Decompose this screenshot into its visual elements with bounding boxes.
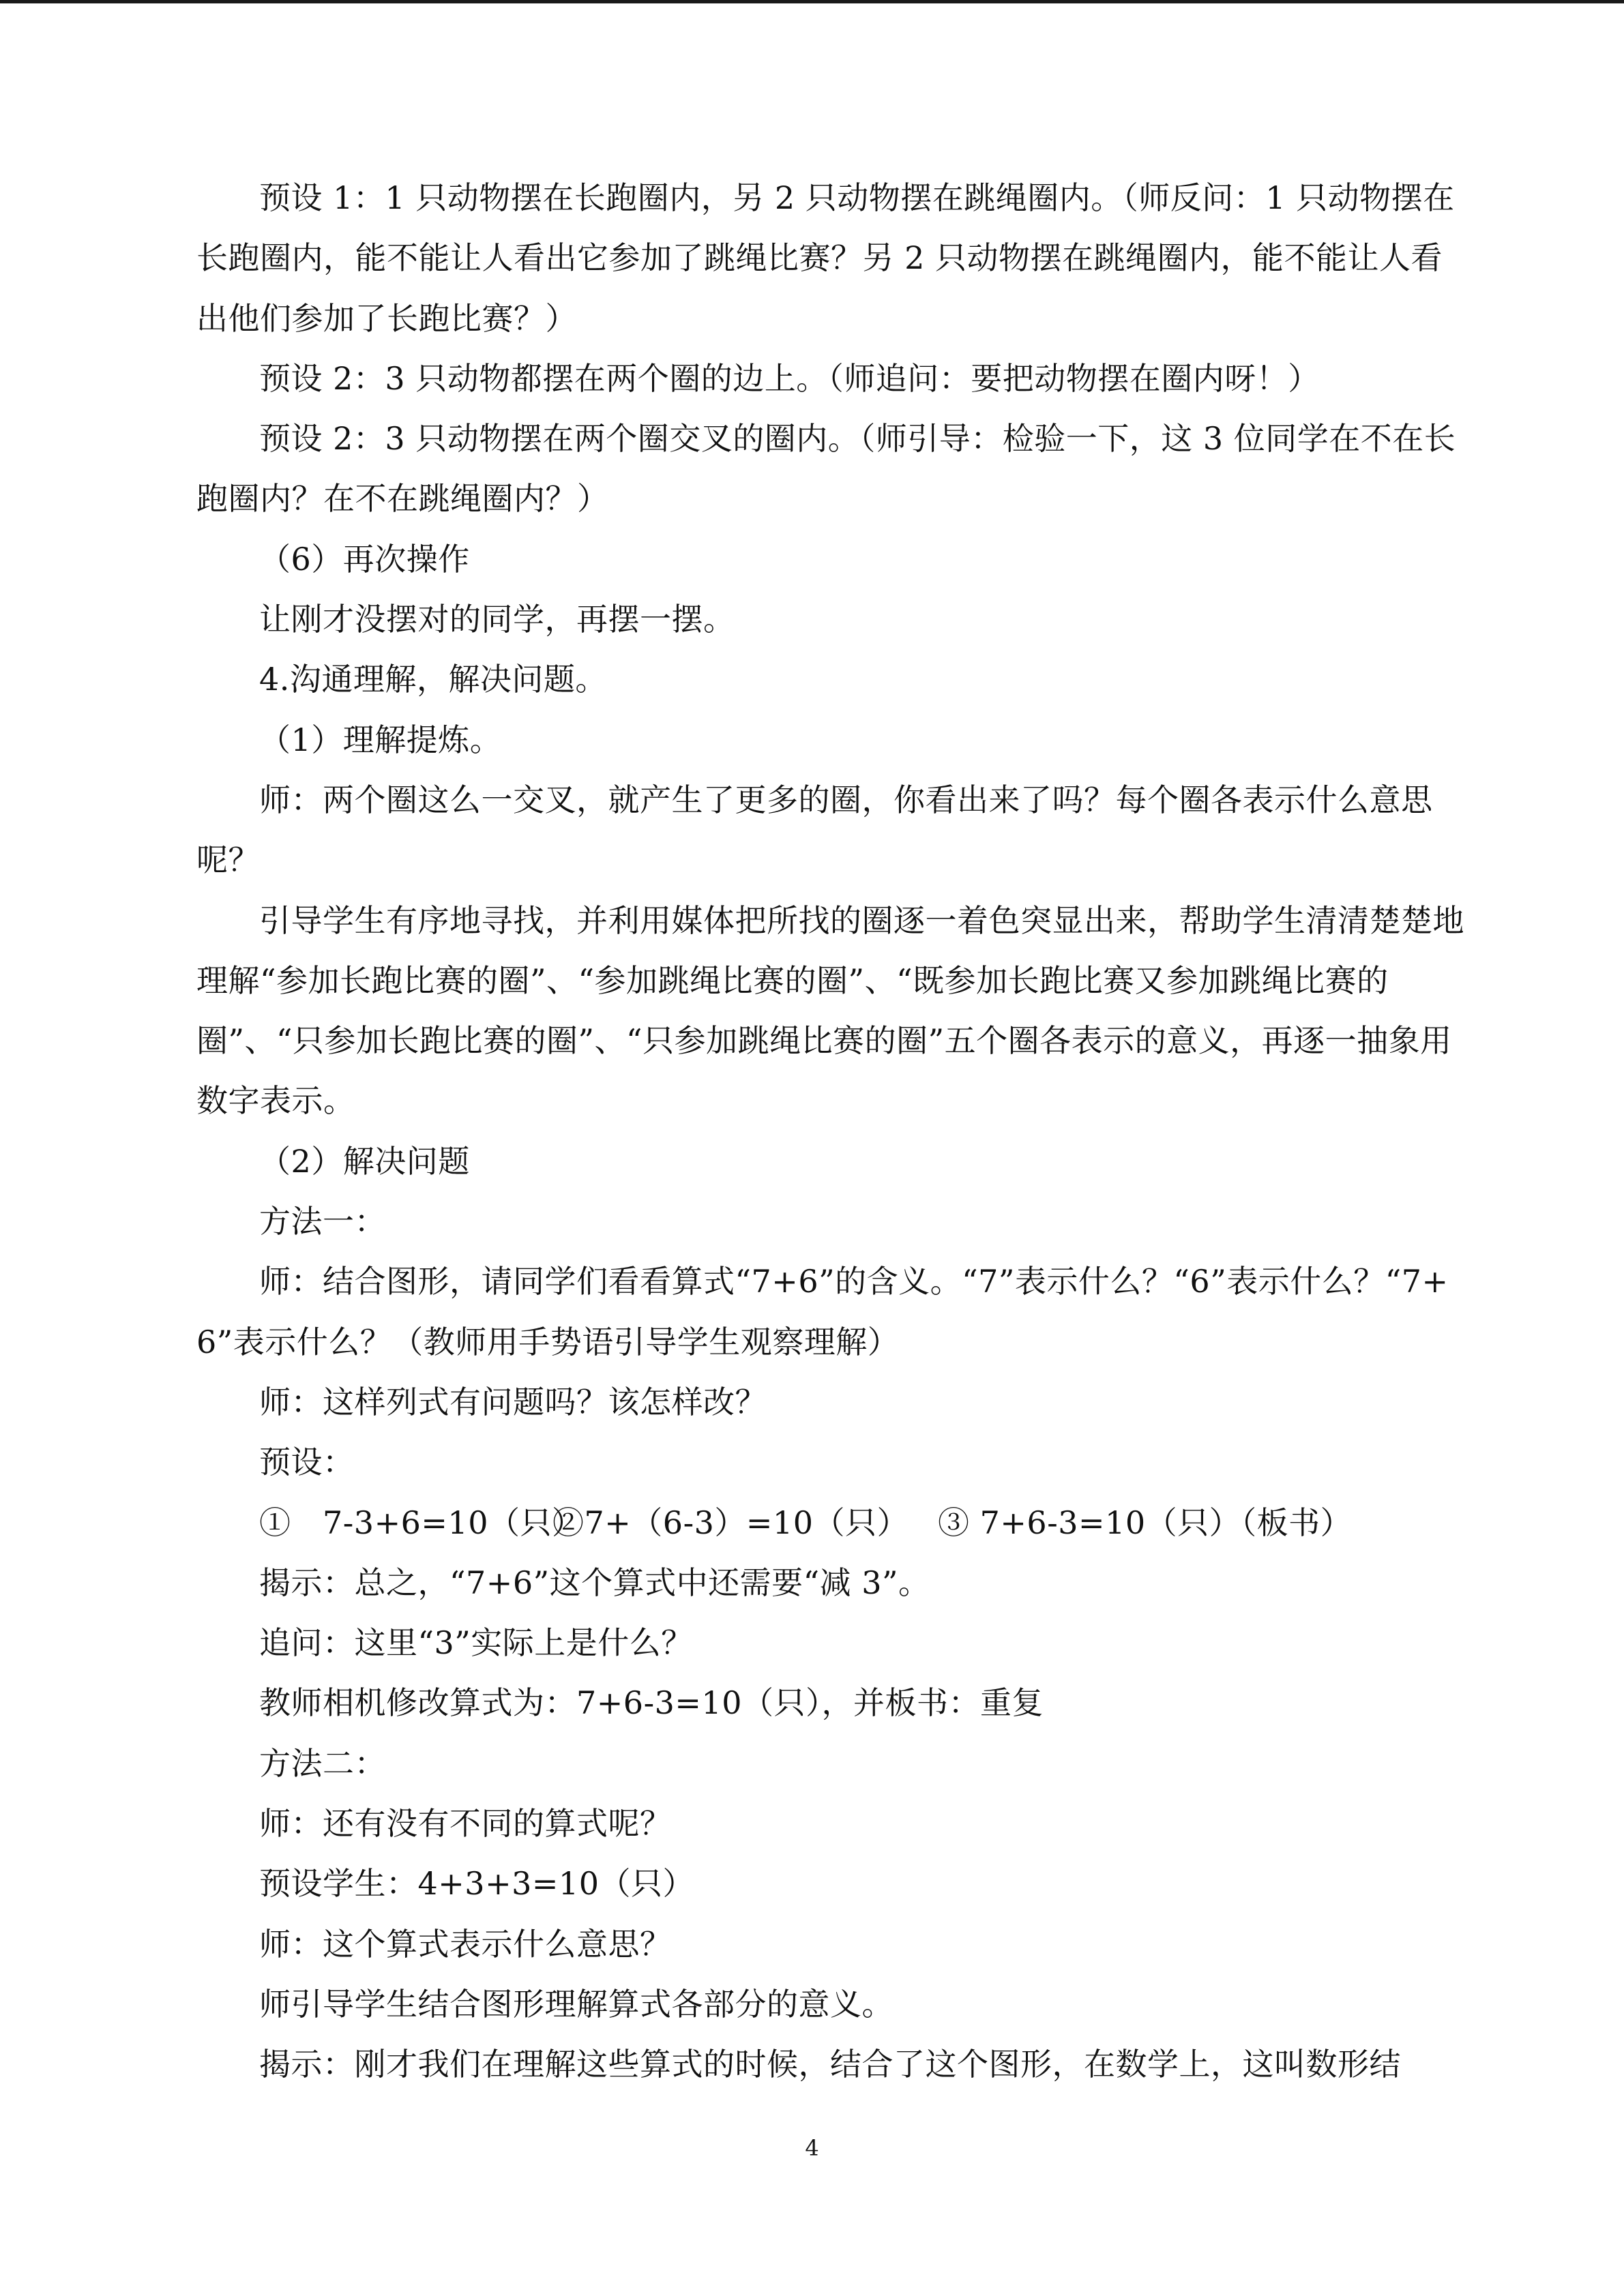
paragraph-preset-student: 预设学生：4+3+3=10（只） bbox=[259, 1865, 694, 1903]
formula-option-3: ③ 7+6-3=10（只）（板书） bbox=[938, 1504, 1353, 1541]
heading-solve-problem: （2）解决问题 bbox=[259, 1142, 470, 1180]
paragraph-reveal-subtract: 揭示：总之，“7+6”这个算式中还需要“减 3”。 bbox=[259, 1564, 930, 1601]
paragraph-followup-question: 追问：这里“3”实际上是什么？ bbox=[259, 1624, 693, 1662]
formula-option-2: ②7+（6-3）=10（只） bbox=[552, 1504, 909, 1541]
paragraph-teacher-other-formula: 师：还有没有不同的算式呢？ bbox=[259, 1805, 672, 1843]
paragraph-redo: 让刚才没摆对的同学，再摆一摆。 bbox=[259, 601, 735, 638]
paragraph-teacher-meaning: 师：这个算式表示什么意思？ bbox=[259, 1925, 672, 1963]
heading-understand-refine: （1）理解提炼。 bbox=[259, 721, 502, 758]
paragraph-teacher-formula: 师：结合图形，请同学们看看算式“7+6”的含义。“7”表示什么？“6”表示什么？“7+6”表示什么？（教师用手势语引导学生观察理解） bbox=[196, 1263, 1449, 1360]
heading-redo-operation: （6）再次操作 bbox=[259, 540, 470, 578]
formula-option-1: ① 7-3+6=10（只） bbox=[259, 1504, 584, 1541]
paragraph-teacher-circles: 师：两个圈这么一交叉，就产生了更多的圈，你看出来了吗？每个圈各表示什么意思呢？ bbox=[196, 781, 1433, 879]
heading-communicate-understand: 4.沟通理解，解决问题。 bbox=[259, 661, 607, 698]
formula-line bbox=[196, 1493, 1465, 1553]
top-border-rule bbox=[0, 0, 1624, 3]
heading-method-two: 方法二： bbox=[259, 1744, 386, 1782]
page-number: 4 bbox=[805, 2135, 819, 2161]
paragraph-guide-students: 引导学生有序地寻找，并利用媒体把所找的圈逐一着色突显出来，帮助学生清清楚楚地理解“参加长跑比赛的圈”、“参加跳绳比赛的圈”、“既参加长跑比赛又参加跳绳比赛的圈”、“只参加长跑比赛的圈”、“只参加跳绳比赛的圈”五个圈各表示的意义，再逐一抽象用数字表示。 bbox=[196, 901, 1464, 1120]
heading-method-one: 方法一： bbox=[259, 1203, 386, 1240]
paragraph-teacher-guide-graph: 师引导学生结合图形理解算式各部分的意义。 bbox=[259, 1985, 894, 2023]
paragraph-preset-2b: 预设 2：3 只动物摆在两个圈交叉的圈内。（师引导：检验一下，这 3 位同学在不在长跑圈内？在不在跳绳圈内？） bbox=[196, 420, 1456, 518]
paragraph-teacher-modify: 教师相机修改算式为：7+6-3=10（只），并板书：重复 bbox=[259, 1684, 1044, 1722]
paragraph-teacher-question: 师：这样列式有问题吗？该怎样改？ bbox=[259, 1383, 767, 1420]
paragraph-preset-2a: 预设 2：3 只动物都摆在两个圈的边上。（师追问：要把动物摆在圈内呀！） bbox=[259, 359, 1320, 397]
paragraph-preset-1: 预设 1：1 只动物摆在长跑圈内，另 2 只动物摆在跳绳圈内。（师反问：1 只动物摆在长跑圈内，能不能让人看出它参加了跳绳比赛？另 2 只动物摆在跳绳圈内，能不能让人看出他们参加了长跑比赛？） bbox=[196, 179, 1455, 337]
document-body bbox=[196, 168, 1465, 2095]
paragraph-preset-label: 预设： bbox=[259, 1444, 355, 1481]
paragraph-reveal-number-shape: 揭示：刚才我们在理解这些算式的时候，结合了这个图形，在数学上，这叫数形结 bbox=[259, 2046, 1401, 2083]
